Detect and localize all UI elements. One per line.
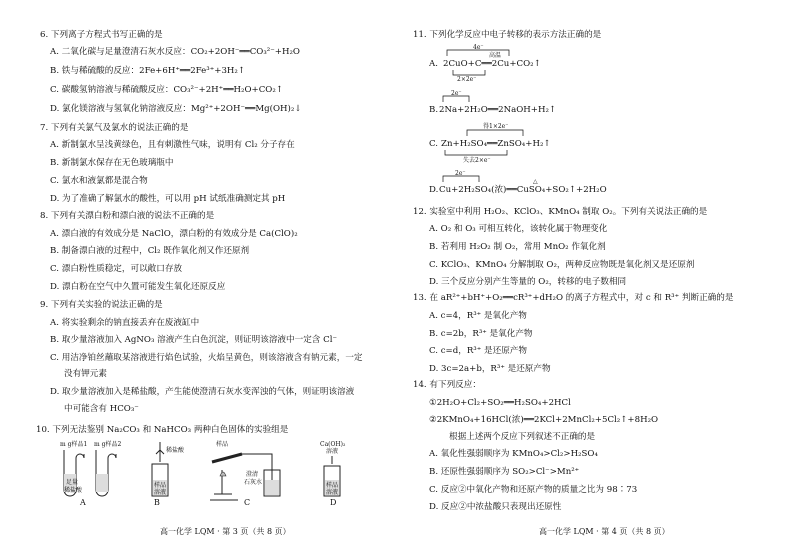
option-13a: A. c=4，R³⁺ 是氧化产物 xyxy=(429,311,527,321)
option-6c: C. 碳酸氢钠溶液与稀硫酸反应：CO₃²⁻+2H⁺══H₂O+CO₂↑ xyxy=(50,85,283,95)
q11-option-d xyxy=(429,170,649,198)
option-9a: A. 将实验剩余的钠直接丢弃在废液缸中 xyxy=(50,318,200,328)
svg-text:2CuO+C══2Cu+CO₂↑: 2CuO+C══2Cu+CO₂↑ xyxy=(443,59,541,69)
svg-text:2e⁻: 2e⁻ xyxy=(455,170,466,177)
sample-label-b: 样品 xyxy=(154,482,167,489)
right-page xyxy=(409,0,794,546)
clear-label: 澄清 xyxy=(246,471,259,478)
option-8d: D. 漂白粉在空气中久置可能发生氧化还原反应 xyxy=(50,282,226,292)
svg-text:Cu+2H₂SO₄(浓)══CuSO₄+SO₂↑+2H₂O: Cu+2H₂SO₄(浓)══CuSO₄+SO₂↑+2H₂O xyxy=(439,185,607,195)
solution-label-b: 溶液 xyxy=(154,489,167,496)
option-8b: B. 制备漂白液的过程中，Cl₂ 既作氧化剂又作还原剂 xyxy=(50,246,250,256)
page-footer-right: 高一化学 LQM · 第 4 页（共 8 页） xyxy=(539,527,670,536)
option-7c: C. 氯水和液氯都是混合物 xyxy=(50,176,148,186)
solution-label-d1: 溶液 xyxy=(326,448,339,455)
option-6a: A. 二氧化碳与足量澄清石灰水反应：CO₂+2OH⁻══CO₃²⁻+H₂O xyxy=(50,47,300,57)
question-14-prompt: 根据上述两个反应下列叙述不正确的是 xyxy=(449,432,596,442)
question-7: 7. 下列有关氯气及氯水的说法正确的是 xyxy=(40,123,189,133)
apparatus-b xyxy=(136,440,196,510)
option-9d: D. 取少量溶液加入是稀盐酸，产生能使澄清石灰水变浑浊的气体，则证明该溶液 xyxy=(50,387,355,397)
option-14b: B. 还原性强弱顺序为 SO₂>Cl⁻>Mn²⁺ xyxy=(429,467,580,477)
svg-text:高温: 高温 xyxy=(489,52,502,59)
svg-text:失去2×e⁻: 失去2×e⁻ xyxy=(463,157,491,164)
option-13d: D. 3c=2a+b，R³⁺ 是还原产物 xyxy=(429,364,551,374)
sample2-label: m g样品2 xyxy=(94,441,122,448)
svg-text:2e⁻: 2e⁻ xyxy=(451,90,462,97)
option-12c: C. KClO₃、KMnO₄ 分解制取 O₂，两种反应物既是氧化剂又是还原剂 xyxy=(429,260,695,270)
solution-label-d2: 溶液 xyxy=(326,489,339,496)
option-label-c: C xyxy=(244,498,251,507)
svg-text:C.: C. xyxy=(429,139,439,149)
q11-option-c xyxy=(429,122,629,164)
question-13: 13. 在 aR²⁺+bH⁺+O₂══cR³⁺+dH₂O 的离子方程式中，对 c 和 R³⁺ 判断正确的是 xyxy=(413,293,734,303)
svg-text:B.: B. xyxy=(429,105,439,115)
apparatus-a xyxy=(50,440,130,510)
question-10: 10. 下列无法鉴别 Na₂CO₃ 和 NaHCO₃ 两种白色固体的实验组是 xyxy=(36,425,289,435)
q11-option-b xyxy=(429,90,629,118)
option-12a: A. O₂ 和 O₃ 可相互转化，该转化属于物理变化 xyxy=(429,224,608,234)
acid-label-b: 稀盐酸 xyxy=(166,447,185,454)
option-9d-cont: 中可能含有 HCO₃⁻ xyxy=(64,404,139,414)
option-9c: C. 用洁净铂丝蘸取某溶液进行焰色试验，火焰呈黄色，则该溶液含有钠元素，一定 xyxy=(50,353,363,363)
apparatus-figure xyxy=(44,440,374,510)
question-8: 8. 下列有关漂白粉和漂白液的说法不正确的是 xyxy=(40,211,215,221)
limewater-label: 石灰水 xyxy=(244,479,263,486)
option-6d: D. 氯化镁溶液与氢氧化钠溶液反应：Mg²⁺+2OH⁻══Mg(OH)₂↓ xyxy=(50,104,302,114)
apparatus-c xyxy=(204,440,304,510)
apparatus-d xyxy=(312,440,372,510)
svg-text:△: △ xyxy=(533,178,538,185)
question-14: 14. 有下列反应： xyxy=(413,380,481,390)
option-label-b: B xyxy=(154,498,160,507)
question-9: 9. 下列有关实验的说法正确的是 xyxy=(40,300,163,310)
option-7d: D. 为了准确了解氯水的酸性，可以用 pH 试纸准确测定其 pH xyxy=(50,194,286,204)
option-13b: B. c=2b，R³⁺ 是氧化产物 xyxy=(429,329,533,339)
option-13c: C. c=d，R³⁺ 是还原产物 xyxy=(429,346,527,356)
option-label-a: A xyxy=(80,498,86,507)
option-8c: C. 漂白粉性质稳定，可以敞口存放 xyxy=(50,264,183,274)
question-12: 12. 实验室中利用 H₂O₂、KClO₃、KMnO₄ 制取 O₂。下列有关说法正确的是 xyxy=(413,207,708,217)
caoh2-label: Ca(OH)₂ xyxy=(320,441,346,448)
option-7a: A. 新制氯水呈浅黄绿色，且有刺激性气味，说明有 Cl₂ 分子存在 xyxy=(50,140,295,150)
page-footer-left: 高一化学 LQM · 第 3 页（共 8 页） xyxy=(160,527,291,536)
option-12d: D. 三个反应分别产生等量的 O₂，转移的电子数相同 xyxy=(429,277,627,287)
option-9b: B. 取少量溶液加入 AgNO₃ 溶液产生白色沉淀，则证明该溶液中一定含 Cl⁻ xyxy=(50,335,337,345)
sample-label-d: 样品 xyxy=(326,482,339,489)
option-8a: A. 漂白液的有效成分是 NaClO，漂白粉的有效成分是 Ca(ClO)₂ xyxy=(50,229,298,239)
option-14a: A. 氧化性强弱顺序为 KMnO₄>Cl₂>H₂SO₄ xyxy=(429,449,598,459)
question-11: 11. 下列化学反应中电子转移的表示方法正确的是 xyxy=(413,30,602,40)
left-page xyxy=(0,0,385,546)
acid-label-a: 稀盐酸 xyxy=(64,487,83,494)
svg-text:D.: D. xyxy=(429,185,439,195)
option-14d: D. 反应②中浓盐酸只表现出还原性 xyxy=(429,502,562,512)
reaction-2: ②2KMnO₄+16HCl(浓)══2KCl+2MnCl₂+5Cl₂↑+8H₂O xyxy=(429,415,659,425)
question-6: 6. 下列离子方程式书写正确的是 xyxy=(40,30,163,40)
q11-option-a xyxy=(429,44,629,82)
option-6b: B. 铁与稀硫酸的反应：2Fe+6H⁺══2Fe³⁺+3H₂↑ xyxy=(50,66,246,76)
option-14c: C. 反应②中氧化产物和还原产物的质量之比为 98∶73 xyxy=(429,485,638,495)
sample1-label: m g样品1 xyxy=(60,441,88,448)
svg-text:2×2e⁻: 2×2e⁻ xyxy=(457,76,477,82)
svg-text:4e⁻: 4e⁻ xyxy=(473,44,484,51)
svg-text:A.: A. xyxy=(429,59,438,69)
option-label-d: D xyxy=(330,498,337,507)
option-7b: B. 新制氯水保存在无色玻璃瓶中 xyxy=(50,158,174,168)
svg-text:得1×2e⁻: 得1×2e⁻ xyxy=(483,123,509,130)
excess-label: 足量 xyxy=(66,479,79,486)
option-12b: B. 若利用 H₂O₂ 制 O₂，常用 MnO₂ 作氧化剂 xyxy=(429,242,606,252)
svg-text:Zn+H₂SO₄══ZnSO₄+H₂↑: Zn+H₂SO₄══ZnSO₄+H₂↑ xyxy=(441,139,551,149)
reaction-1: ①2H₂O+Cl₂+SO₂══H₂SO₄+2HCl xyxy=(429,398,571,408)
option-9c-cont: 没有钾元素 xyxy=(64,369,107,379)
sample-label-c: 样品 xyxy=(216,441,229,448)
svg-text:2Na+2H₂O══2NaOH+H₂↑: 2Na+2H₂O══2NaOH+H₂↑ xyxy=(439,105,557,115)
